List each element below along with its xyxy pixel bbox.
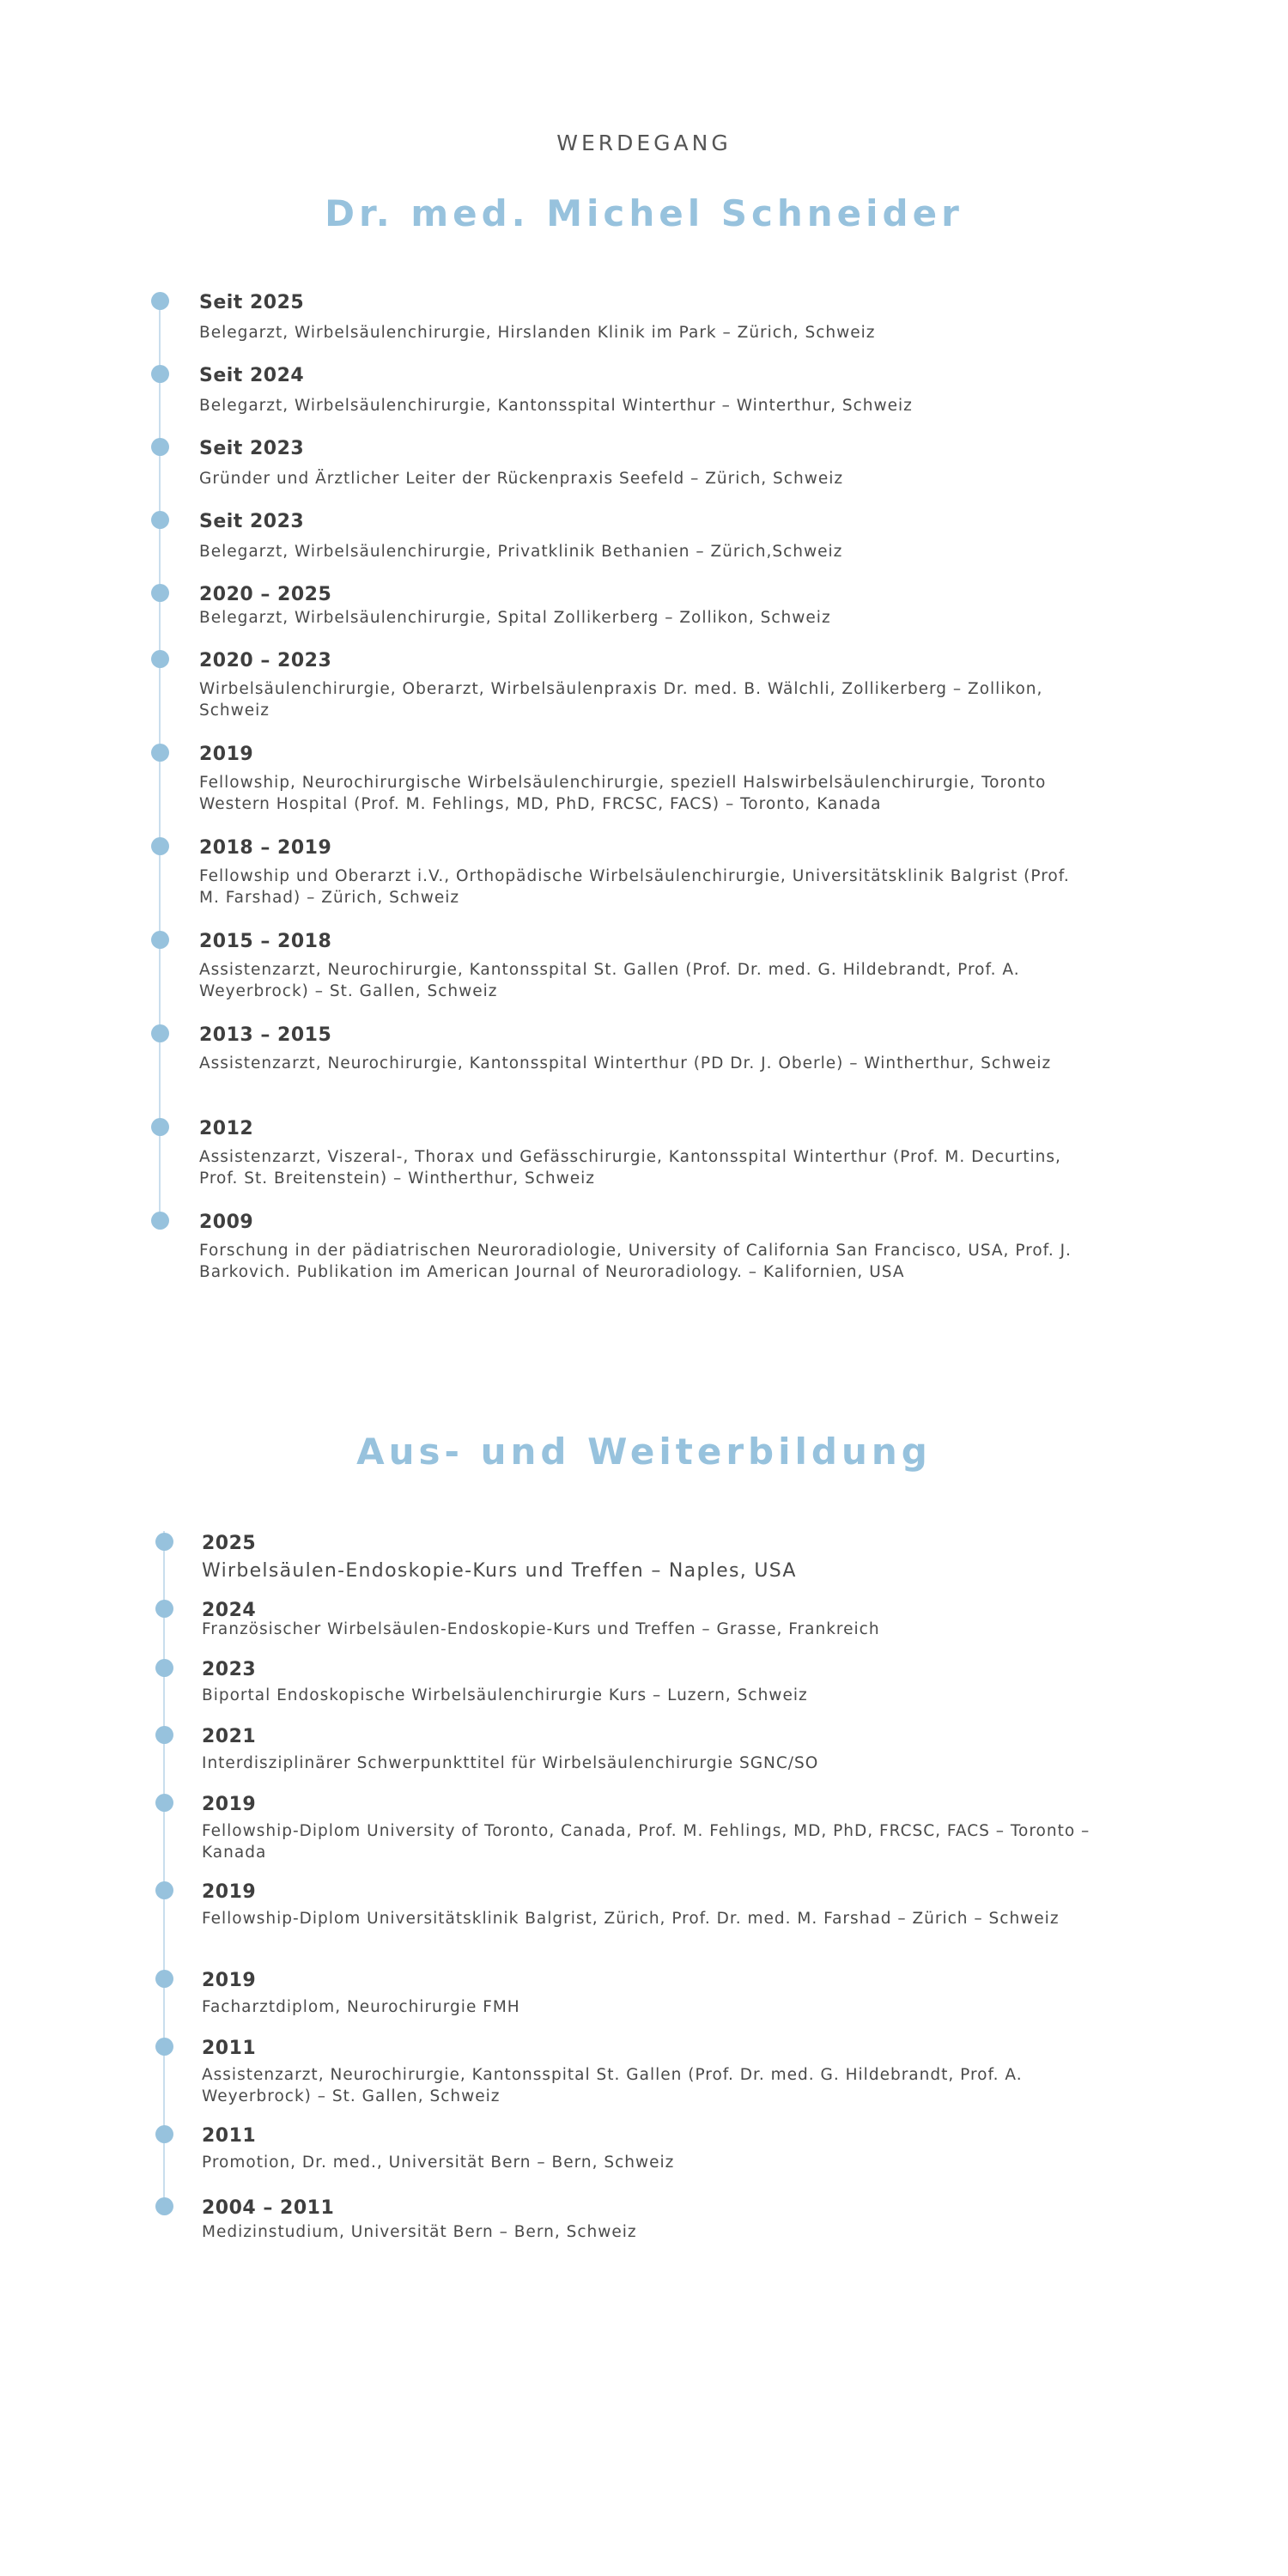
timeline-dot-icon xyxy=(151,650,169,668)
timeline-dot-icon xyxy=(151,1118,169,1136)
timeline-date: 2025 xyxy=(202,1533,257,1554)
timeline-rail xyxy=(163,1531,165,2206)
timeline-dot-icon xyxy=(151,1212,169,1230)
timeline-date: 2019 xyxy=(202,1881,257,1903)
timeline-date: Seit 2023 xyxy=(199,511,305,532)
timeline-dot-icon xyxy=(151,584,169,602)
timeline-dot-icon xyxy=(151,511,169,529)
timeline-description: Fellowship, Neurochirurgische Wirbelsäulenchirurgie, speziell Halswirbelsäulenchirurgie, Toronto Western Hospital (Prof. M. Fehlings, MD, PhD, FRCSC, FACS) – Toronto, Kanada xyxy=(199,774,1047,813)
timeline-description: Forschung in der pädiatrischen Neuroradiologie, University of California San Francisco, USA, Prof. J. Barkovich. Publikation im American Journal of Neuroradiology. – Kalifornien, USA xyxy=(199,1242,1072,1281)
timeline-description: Facharztdiplom, Neurochirurgie FMH xyxy=(202,1998,520,2016)
timeline-date: Seit 2023 xyxy=(199,438,305,459)
timeline-description: Fellowship und Oberarzt i.V., Orthopädische Wirbelsäulenchirurgie, Universitätsklinik Balgrist (Prof. M. Farshad) – Zürich, Schweiz xyxy=(199,867,1070,907)
timeline-dot-icon xyxy=(155,1659,173,1677)
timeline-description: Französischer Wirbelsäulen-Endoskopie-Kurs und Treffen – Grasse, Frankreich xyxy=(202,1620,880,1638)
timeline-dot-icon xyxy=(155,1533,173,1551)
timeline-description: Interdisziplinärer Schwerpunkttitel für Wirbelsäulenchirurgie SGNC/SO xyxy=(202,1754,819,1772)
timeline-date: Seit 2025 xyxy=(199,292,305,313)
timeline-date: Seit 2024 xyxy=(199,365,305,386)
timeline-dot-icon xyxy=(151,1024,169,1042)
timeline-date: 2019 xyxy=(199,744,254,765)
timeline-date: 2011 xyxy=(202,2125,257,2147)
timeline-date: 2009 xyxy=(199,1212,254,1233)
timeline-dot-icon xyxy=(155,1970,173,1988)
timeline-description: Belegarzt, Wirbelsäulenchirurgie, Hirslanden Klinik im Park – Zürich, Schweiz xyxy=(199,324,876,342)
timeline-dot-icon xyxy=(155,2197,173,2215)
timeline-dot-icon xyxy=(151,744,169,762)
timeline-dot-icon xyxy=(151,438,169,456)
timeline-dot-icon xyxy=(155,1600,173,1618)
timeline-dot-icon xyxy=(151,365,169,383)
timeline-date: 2011 xyxy=(202,2038,257,2059)
timeline-date: 2019 xyxy=(202,1794,257,1815)
timeline-description: Wirbelsäulen-Endoskopie-Kurs und Treffen – Naples, USA xyxy=(202,1560,797,1582)
timeline-dot-icon xyxy=(155,1726,173,1744)
timeline-description: Assistenzarzt, Neurochirurgie, Kantonsspital St. Gallen (Prof. Dr. med. G. Hildebrandt, Prof. A. Weyerbrock) – St. Gallen, Schweiz xyxy=(199,961,1020,1000)
timeline-description: Wirbelsäulenchirurgie, Oberarzt, Wirbelsäulenpraxis Dr. med. B. Wälchli, Zollikerberg – Zollikon, Schweiz xyxy=(199,680,1043,720)
timeline-date: 2018 – 2019 xyxy=(199,837,332,859)
timeline-date: 2021 xyxy=(202,1726,257,1747)
timeline-date: 2020 – 2023 xyxy=(199,650,332,671)
timeline-date: 2013 – 2015 xyxy=(199,1024,332,1046)
timeline-date: 2019 xyxy=(202,1970,257,1991)
timeline-description: Biportal Endoskopische Wirbelsäulenchirurgie Kurs – Luzern, Schweiz xyxy=(202,1686,808,1704)
timeline-dot-icon xyxy=(155,1794,173,1812)
timeline-description: Fellowship-Diplom University of Toronto, Canada, Prof. M. Fehlings, MD, PhD, FRCSC, FACS – Toronto – Kanada xyxy=(202,1822,1091,1862)
timeline-description: Medizinstudium, Universität Bern – Bern, Schweiz xyxy=(202,2223,637,2241)
timeline-dot-icon xyxy=(151,837,169,855)
timeline-description: Promotion, Dr. med., Universität Bern – Bern, Schweiz xyxy=(202,2154,675,2172)
timeline-date: 2004 – 2011 xyxy=(202,2197,335,2219)
timeline-dot-icon xyxy=(151,931,169,949)
timeline-dot-icon xyxy=(155,2125,173,2143)
timeline-dot-icon xyxy=(155,1881,173,1899)
timeline-description: Assistenzarzt, Neurochirurgie, Kantonsspital Winterthur (PD Dr. J. Oberle) – Wintherthur, Schweiz xyxy=(199,1054,1052,1072)
timeline-dot-icon xyxy=(155,2038,173,2056)
education-title: Aus- und Weiterbildung xyxy=(356,1431,932,1473)
timeline-description: Gründer und Ärztlicher Leiter der Rückenpraxis Seefeld – Zürich, Schweiz xyxy=(199,470,844,488)
timeline-dot-icon xyxy=(151,292,169,310)
timeline-date: 2020 – 2025 xyxy=(199,584,332,605)
timeline-description: Assistenzarzt, Viszeral-, Thorax und Gefässchirurgie, Kantonsspital Winterthur (Prof. M. Decurtins, Prof. St. Breitenstein) – Wintherthur, Schweiz xyxy=(199,1148,1061,1188)
page-title: Dr. med. Michel Schneider xyxy=(325,192,963,234)
timeline-description: Belegarzt, Wirbelsäulenchirurgie, Spital Zollikerberg – Zollikon, Schweiz xyxy=(199,609,831,627)
section-eyebrow: WERDEGANG xyxy=(556,131,732,155)
timeline-date: 2024 xyxy=(202,1600,257,1621)
timeline-date: 2012 xyxy=(199,1118,254,1139)
timeline-description: Assistenzarzt, Neurochirurgie, Kantonsspital St. Gallen (Prof. Dr. med. G. Hildebrandt, Prof. A. Weyerbrock) – St. Gallen, Schweiz xyxy=(202,2066,1023,2105)
timeline-description: Belegarzt, Wirbelsäulenchirurgie, Privatklinik Bethanien – Zürich,Schweiz xyxy=(199,543,843,561)
timeline-description: Fellowship-Diplom Universitätsklinik Balgrist, Zürich, Prof. Dr. med. M. Farshad – Zürich – Schweiz xyxy=(202,1910,1060,1928)
timeline-date: 2015 – 2018 xyxy=(199,931,332,952)
timeline-description: Belegarzt, Wirbelsäulenchirurgie, Kantonsspital Winterthur – Winterthur, Schweiz xyxy=(199,397,913,415)
timeline-date: 2023 xyxy=(202,1659,257,1680)
